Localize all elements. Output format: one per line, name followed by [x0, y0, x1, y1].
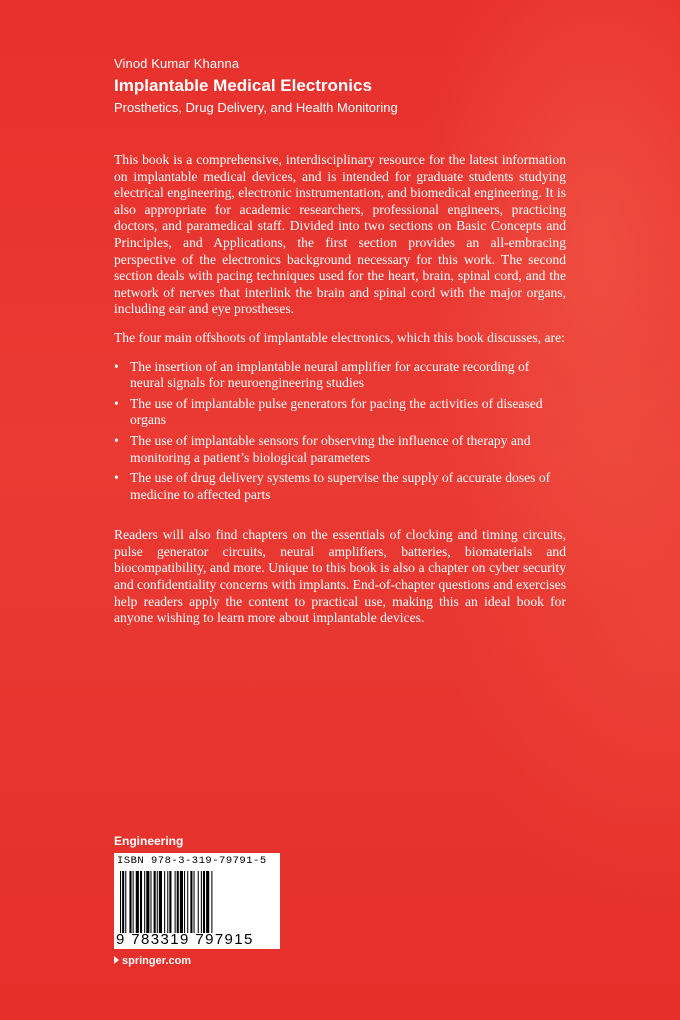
cover-footer [114, 834, 280, 967]
list-item-text: The use of drug delivery systems to supervise the supply of accurate doses of medicine to affected parts [130, 470, 551, 502]
bullet-icon: • [114, 395, 119, 411]
isbn-barcode [114, 853, 280, 949]
list-item [114, 470, 566, 503]
book-subtitle: Prosthetics, Drug Delivery, and Health Monitoring [114, 100, 398, 115]
barcode-digits: 9 783319 797915 [116, 931, 254, 948]
list-item-text: The use of implantable pulse generators for pacing the activities of diseased organs [130, 395, 543, 428]
blurb-paragraph-3: Readers will also find chapters on the essentials of clocking and timing circuits, pulse generator circuits, neural amplifiers, batteries, biomaterials and biocompatibility, and more. Unique to this book is also a chapter on cyber security and confidentiality concerns with implants. End-of-chapter questions and exercises help readers apply the content to practical use, making this an ideal book for anyone wishing to learn more about implantable devices. [114, 527, 566, 626]
isbn-label: ISBN 978-3-319-79791-5 [117, 855, 267, 867]
arrow-right-icon [114, 956, 119, 964]
list-item [114, 359, 566, 392]
subject-category: Engineering [114, 834, 184, 848]
blurb-paragraph-1: This book is a comprehensive, interdisciplinary resource for the latest information on implantable medical devices, and is intended for graduate students studying electrical engineering, electronic instrumentation, and biomedical engineering. It is also appropriate for academic researchers, professional engineers, practicing doctors, and paramedical staff. Divided into two sections on Basic Concepts and Principles, and Applications, the first section provides an all-embracing perspective of the electronics background necessary for this work. The second section deals with pacing techniques used for the heart, brain, spinal cord, and the network of nerves that interlink the brain and spinal cord with the major organs, including ear and eye prostheses. [114, 152, 566, 317]
list-item-text: The use of implantable sensors for observing the influence of therapy and monitoring a patient’s biological parameters [130, 432, 531, 465]
bullet-icon: • [114, 432, 119, 448]
offshoots-list [114, 359, 566, 504]
book-title: Implantable Medical Electronics [114, 76, 372, 95]
bullet-icon: • [114, 358, 119, 374]
list-item-text: The insertion of an implantable neural amplifier for accurate recording of neural signals for neuroengineering studies [130, 358, 530, 391]
barcode-icon [120, 871, 274, 933]
list-item [114, 433, 566, 466]
website-text: springer.com [122, 955, 192, 967]
blurb [114, 152, 566, 639]
list-item [114, 396, 566, 429]
publisher-website[interactable] [114, 955, 280, 967]
author-name: Vinod Kumar Khanna [114, 56, 240, 71]
blurb-paragraph-2: The four main offshoots of implantable electronics, which this book discusses, are: [114, 329, 565, 345]
bullet-icon: • [114, 470, 119, 486]
cover-header [114, 56, 398, 116]
